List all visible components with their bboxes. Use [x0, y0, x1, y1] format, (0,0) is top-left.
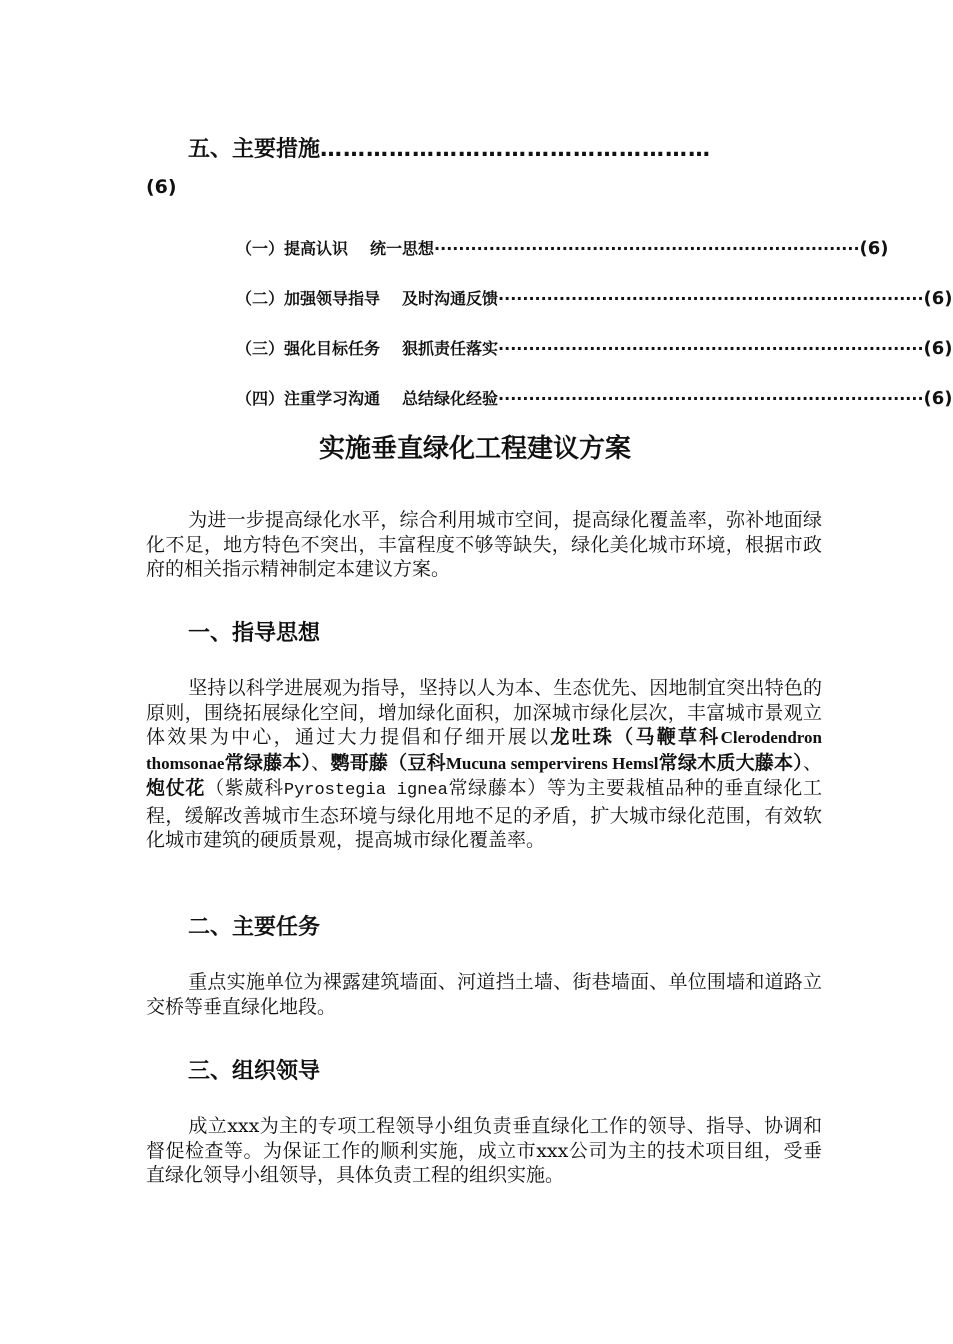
placeholder-text: xxx: [536, 1139, 569, 1162]
toc-dot-leader: ······································································: [498, 389, 924, 408]
toc-sub-page: (6): [923, 338, 953, 359]
para-text: 重点实施单位为裸露建筑墙面、河道挡土墙、街巷墙面、单位围墙和道路立交桥等垂直绿化地段。: [146, 971, 822, 1018]
plant-latin-name: Pyrostegia ignea: [283, 781, 448, 800]
plant-name: 炮仗花: [146, 777, 206, 799]
toc-dot-leader: ……………………………………………: [320, 137, 712, 162]
plant-latin-name: Clerodendron thomsonae: [146, 728, 822, 773]
toc-sub-text: 狠抓责任落实: [402, 339, 499, 358]
section-heading-1: 一、指导思想: [188, 621, 321, 646]
toc-dot-leader: ······································································: [498, 289, 924, 308]
intro-paragraph: [146, 508, 822, 582]
plant-type: 常绿木质大藤本）: [658, 751, 803, 774]
toc-sub-text: 统一思想: [370, 239, 435, 258]
toc-sub-text: 强化目标任务: [284, 339, 381, 358]
toc-sub-text: 及时沟通反馈: [402, 289, 499, 308]
toc-sub-num: （二）: [236, 289, 285, 308]
para-text: 等为主要栽植品种的垂直绿化工程，缓解改善城市生态环境与绿化用地不足的矛盾，扩大城市绿化范围，有效软化城市建筑的硬质景观，提高城市绿化覆盖率。: [146, 777, 822, 851]
toc-sub-text: 加强领导指导: [284, 289, 381, 308]
section-heading-3: 三、组织领导: [188, 1059, 321, 1084]
para-text: 为主的专项工程领导小组负责垂直绿化工作的领导、指导、协调和督促检查等。为保证工作的顺利实施，成立市: [146, 1115, 822, 1162]
toc-sub-text: 提高认识: [284, 239, 349, 258]
toc-sub-page: (6): [923, 388, 953, 409]
toc-sub-num: （一）: [236, 239, 285, 258]
toc-sub-page: (6): [859, 238, 889, 259]
section-3-paragraph: [146, 1114, 822, 1188]
section-1-paragraph: [146, 676, 822, 853]
plant-type: 常绿藤本）: [224, 751, 312, 774]
toc-sub-page: (6): [923, 288, 953, 309]
separator: 、: [802, 751, 822, 774]
plant-name: 鹦哥藤（豆科: [330, 751, 446, 774]
toc-sub-item-2[interactable]: [236, 286, 953, 309]
section-heading-2: 二、主要任务: [188, 915, 321, 940]
toc-dot-leader: ······································································: [498, 339, 924, 358]
plant-type: 常绿藤本）: [447, 777, 547, 799]
toc-sub-item-4[interactable]: [236, 386, 953, 409]
toc-sub-num: （四）: [236, 389, 285, 408]
toc-sub-text: 总结绿化经验: [402, 389, 499, 408]
para-text: 坚持以科学进展观为指导，坚持以人为本、生态优先、因地制宜突出特色的原则，围绕拓展绿化空间，增加绿化面积，加深城市绿化层次，丰富城市景观立体效果为中心，通过大力提倡和仔细开展以: [146, 677, 822, 748]
toc-sub-item-1[interactable]: [236, 236, 889, 259]
toc-main-label: 五、主要措施: [188, 137, 321, 162]
placeholder-text: xxx: [227, 1115, 260, 1137]
plant-latin-name: Mucuna sempervirens Hemsl: [445, 753, 659, 773]
toc-main-item[interactable]: [188, 132, 808, 163]
toc-sub-text: 注重学习沟通: [284, 389, 381, 408]
toc-sub-num: （三）: [236, 339, 285, 358]
intro-text: 为进一步提高绿化水平，综合利用城市空间，提高绿化覆盖率，弥补地面绿化不足，地方特色不突出，丰富程度不够等缺失，绿化美化城市环境，根据市政府的相关指示精神制定本建议方案。: [146, 509, 822, 580]
document-title: 实施垂直绿化工程建议方案: [318, 434, 631, 464]
plant-family: （紫葳科: [205, 777, 284, 799]
toc-sub-item-3[interactable]: [236, 336, 953, 359]
separator: 、: [311, 751, 331, 774]
para-text: 公司为主的技术项目组，受垂直绿化领导小组领导，具体负责工程的组织实施。: [146, 1139, 822, 1186]
para-text: 成立: [188, 1115, 228, 1137]
toc-dot-leader: ······································································: [434, 239, 860, 258]
plant-name: 龙吐珠（马鞭草科: [550, 726, 721, 748]
section-2-paragraph: [146, 970, 822, 1019]
toc-main-page: (6): [146, 176, 177, 198]
